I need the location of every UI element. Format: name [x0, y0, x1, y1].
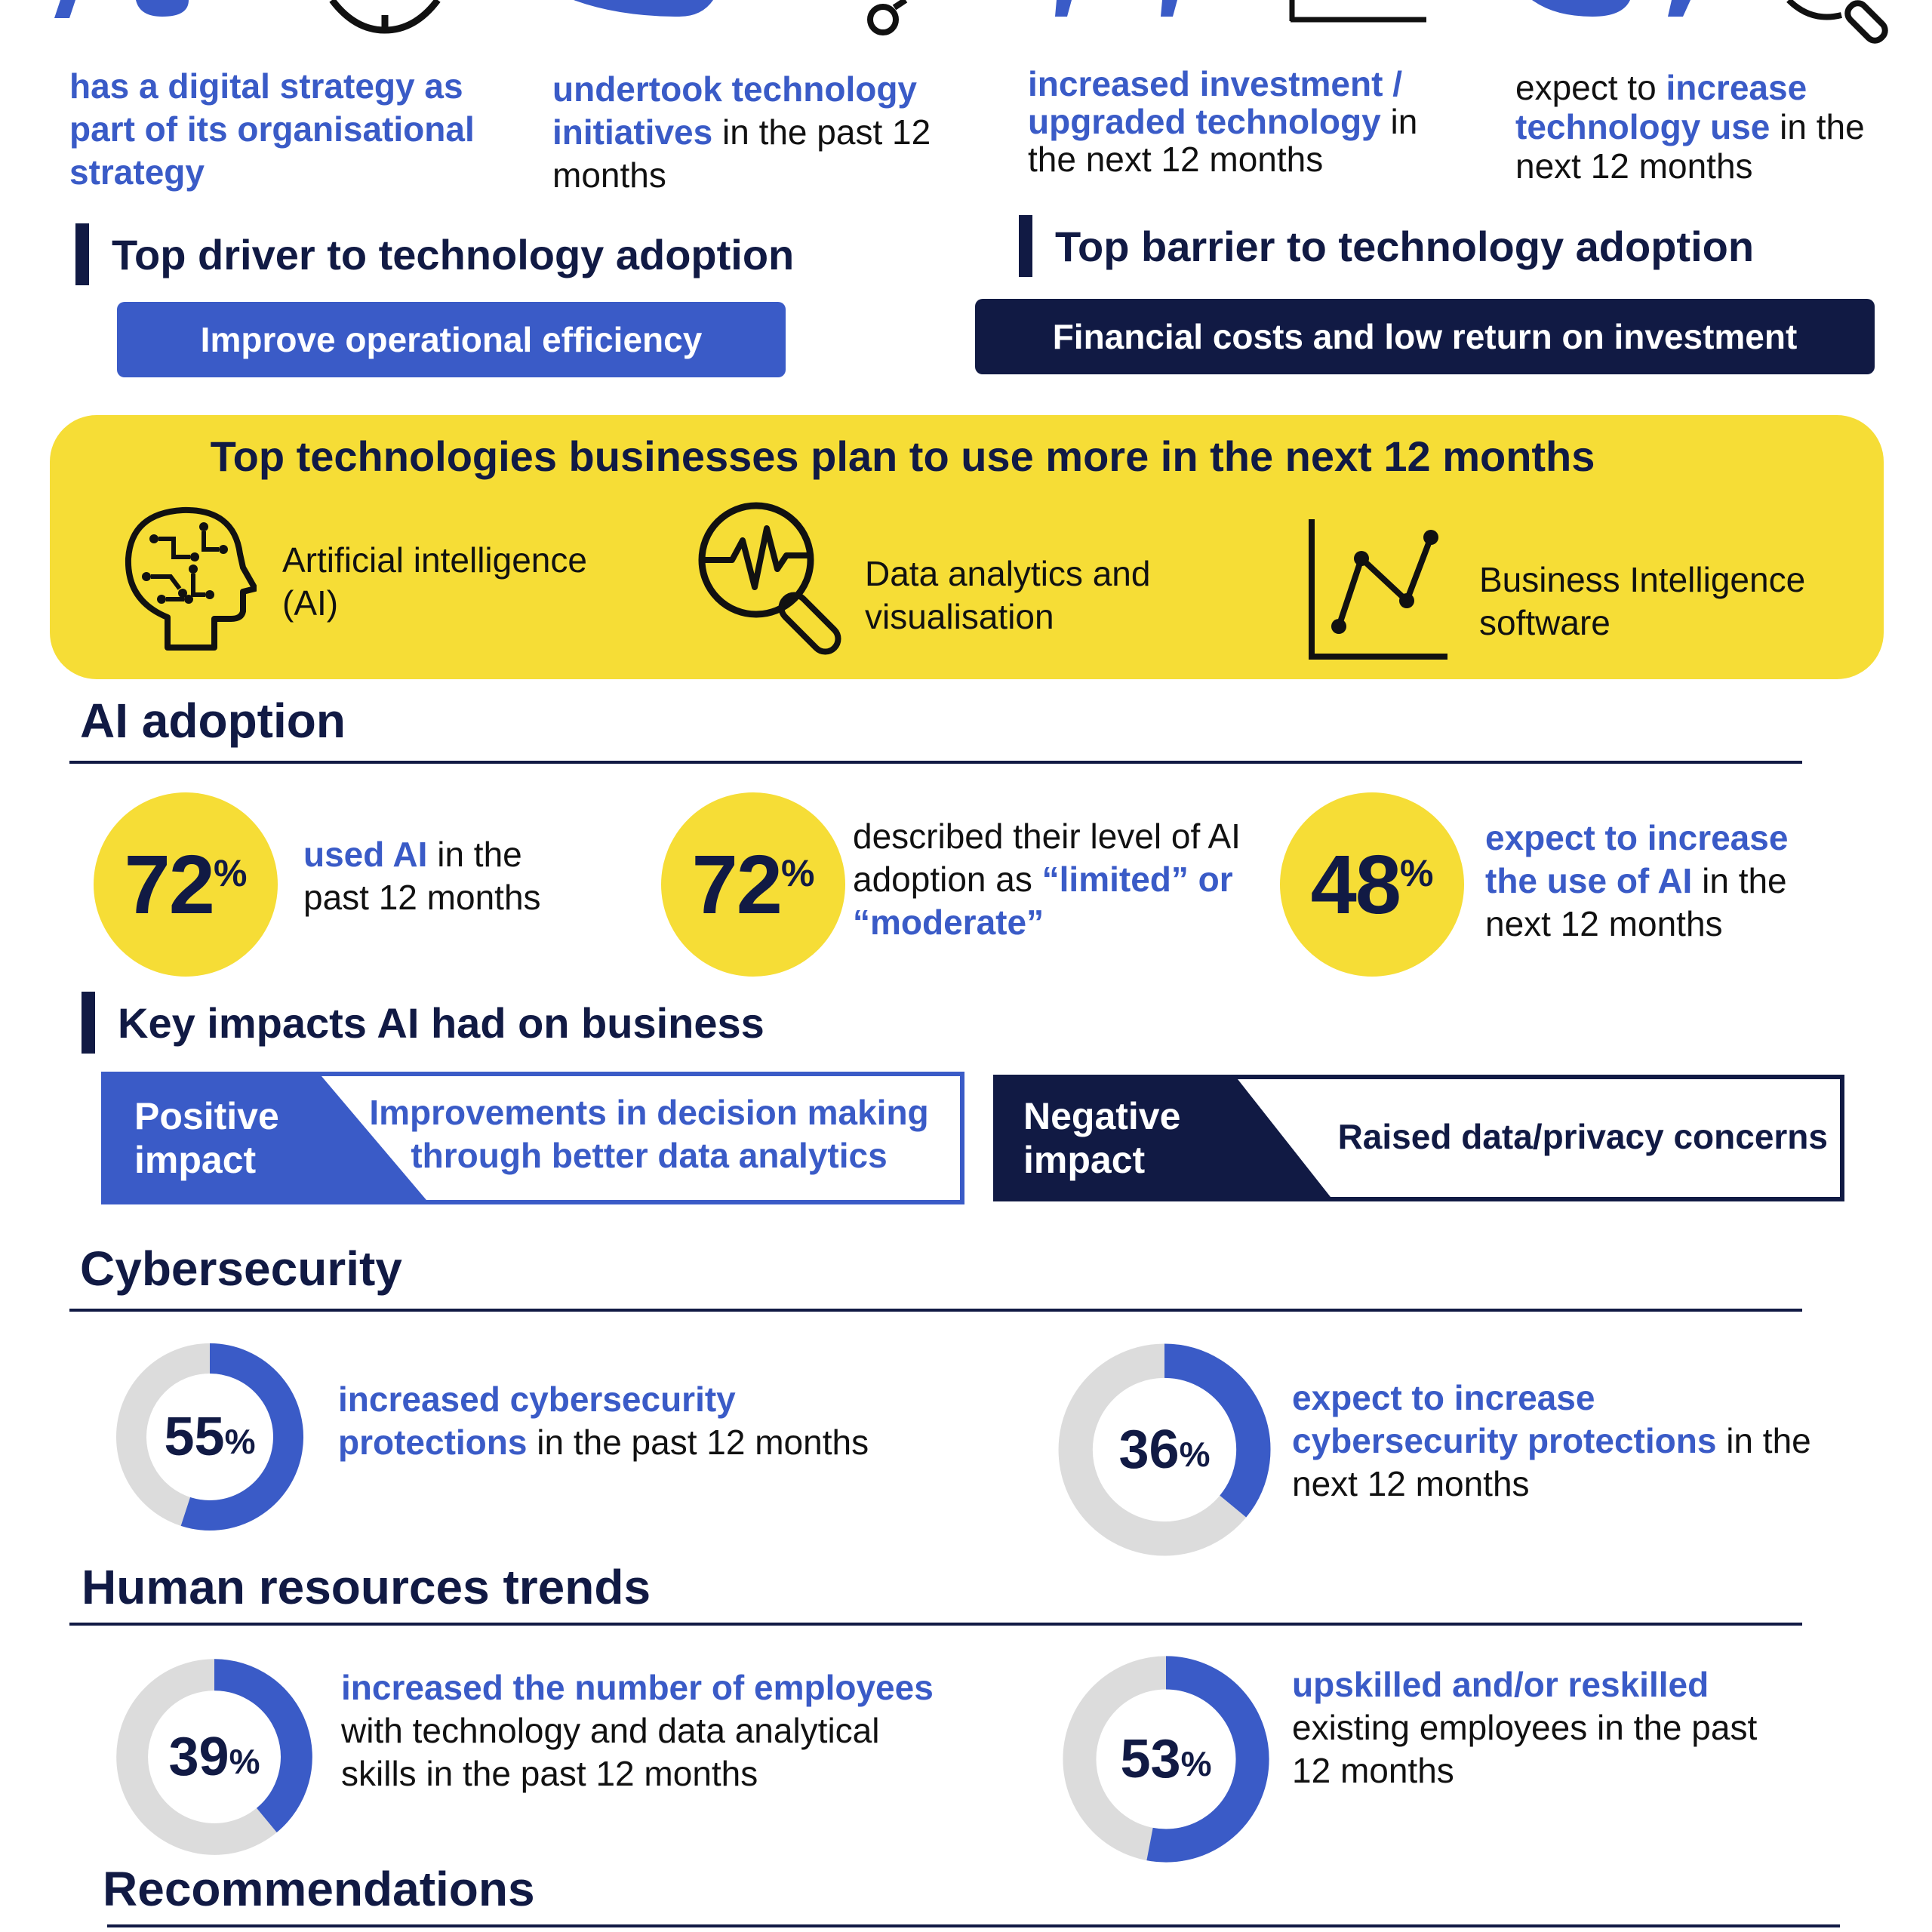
stat-highlight: increased cybersecurity protections: [338, 1380, 736, 1462]
ai-stat-number: 72: [691, 838, 781, 931]
stat-highlight: increase technology use: [1515, 68, 1807, 146]
barrier-pill: [975, 299, 1875, 374]
donut-number: 36: [1118, 1420, 1180, 1480]
ai-stat-percent: %: [1399, 852, 1434, 894]
ai-stat-circle-1: [94, 792, 278, 977]
cropped-number-glyph-3: [574, 0, 713, 17]
hr-title: Human resources trends: [82, 1560, 651, 1614]
ai-adoption-title: AI adoption: [80, 694, 346, 748]
network-node-icon: [870, 0, 906, 32]
hr-rule: [69, 1623, 1802, 1626]
stat-highlight: increased investment / upgraded technology: [1028, 64, 1402, 141]
magnifier-pulse-icon: [694, 498, 860, 657]
stat-lead: described their level of AI adoption as: [853, 817, 1241, 899]
cyber-donut-2: [1055, 1340, 1274, 1559]
ai-adoption-rule: [69, 761, 1802, 764]
stat-highlight: has a digital strategy as part of its organisational strategy: [69, 66, 475, 192]
top-stat-3: [1028, 65, 1451, 178]
ai-head-icon: [121, 504, 257, 658]
ai-stat-percent: %: [780, 852, 815, 894]
target-icon: [332, 0, 438, 33]
recommendations-title: Recommendations: [103, 1862, 535, 1916]
cyber-stat-text-2: [1292, 1377, 1820, 1506]
ai-stat-number: 48: [1310, 838, 1400, 931]
top-tech-title: Top technologies businesses plan to use more in the next 12 months: [210, 432, 1595, 480]
ai-stat-text-2: [853, 815, 1260, 944]
cyber-stat-text-1: [338, 1378, 912, 1464]
barrier-title: [1019, 215, 1754, 277]
top-stat-2: [552, 68, 945, 197]
stat-rest: in the next 12 months: [1292, 1421, 1811, 1503]
stat-rest: with technology and data analytical skills in the past 12 months: [341, 1711, 880, 1793]
top-icons-strip: [0, 0, 1932, 45]
donut-percent: %: [224, 1422, 256, 1461]
barrier-title-text: Top barrier to technology adoption: [1055, 222, 1755, 270]
title-bar: [75, 223, 89, 285]
ai-stat-circle-3: [1280, 792, 1464, 977]
tech-label-ai: Artificial intelligence (AI): [282, 540, 587, 623]
donut-percent: %: [229, 1742, 260, 1781]
driver-value: Improve operational efficiency: [200, 320, 703, 359]
impacts-title-text: Key impacts AI had on business: [118, 998, 764, 1047]
stat-highlight: expect to increase cybersecurity protections: [1292, 1378, 1717, 1460]
donut-number: 55: [164, 1407, 225, 1467]
tech-label-bi: Business Intelligence software: [1479, 560, 1806, 642]
stat-highlight: expect to increase the use of AI: [1485, 818, 1789, 900]
top-stat-1: [69, 65, 507, 194]
cropped-number-glyph: [54, 0, 75, 18]
positive-impact-text: Improvements in decision making through better data analytics: [369, 1093, 929, 1175]
cybersecurity-title: Cybersecurity: [80, 1241, 402, 1296]
ai-stat-text-1: [303, 833, 590, 919]
title-bar: [82, 992, 95, 1054]
stat-rest: existing employees in the past 12 months: [1292, 1708, 1758, 1790]
positive-impact-box: [101, 1072, 964, 1204]
stat-rest: in the next 12 months: [1485, 861, 1787, 943]
donut-label: [1055, 1340, 1274, 1559]
cybersecurity-rule: [69, 1309, 1802, 1312]
barrier-value: Financial costs and low return on investment: [1052, 317, 1798, 356]
stat-rest: in the past 12 months: [527, 1423, 869, 1462]
hr-donut-1: [113, 1656, 315, 1858]
stat-rest: in the past 12 months: [303, 835, 541, 917]
positive-impact-label: Positive impact: [134, 1095, 279, 1181]
hr-stat-text-2: [1292, 1663, 1775, 1792]
stat-highlight: upskilled and/or reskilled: [1292, 1665, 1709, 1704]
cropped-number-glyph-2: [136, 0, 189, 17]
recommendations-rule: [107, 1924, 1840, 1927]
tech-label-data: Data analytics and visualisation: [865, 554, 1151, 636]
ai-stat-percent: %: [213, 852, 248, 894]
ai-stat-text-3: [1485, 817, 1847, 946]
donut-number: 39: [168, 1727, 229, 1787]
stat-rest: in the past 12 months: [552, 112, 931, 195]
title-bar: [1019, 215, 1032, 277]
cyber-donut-1: [113, 1340, 306, 1534]
hr-donut-2: [1060, 1653, 1272, 1866]
negative-impact-label: Negative impact: [1023, 1095, 1181, 1181]
stat-rest: in the next 12 months: [1028, 102, 1418, 179]
top-stat-4: [1515, 68, 1923, 186]
cropped-icons: [0, 0, 1932, 45]
driver-pill: [117, 302, 786, 377]
hr-stat-text-1: [341, 1666, 952, 1795]
driver-title-text: Top driver to technology adoption: [112, 230, 795, 278]
donut-label: [1060, 1653, 1272, 1866]
donut-label: [113, 1656, 315, 1858]
donut-number: 53: [1120, 1729, 1181, 1789]
chart-frame-icon: [1291, 0, 1426, 21]
stat-highlight: increased the number of employees: [341, 1668, 934, 1707]
line-chart-icon: [1304, 519, 1455, 663]
driver-title: [75, 223, 794, 285]
impacts-title: [82, 992, 764, 1054]
negative-impact-text: Raised data/privacy concerns: [1337, 1117, 1828, 1156]
stat-lead: expect to: [1515, 68, 1666, 107]
ai-stat-number: 72: [124, 838, 214, 931]
stat-highlight: “limited” or “moderate”: [853, 860, 1233, 942]
magnifier-icon: [1789, 0, 1889, 45]
ai-stat-circle-2: [661, 792, 845, 977]
stat-highlight: used AI: [303, 835, 428, 874]
donut-percent: %: [1180, 1744, 1212, 1783]
stat-highlight: undertook technology initiatives: [552, 69, 917, 152]
stat-rest: in the next 12 months: [1515, 107, 1865, 186]
donut-percent: %: [1179, 1435, 1211, 1474]
donut-label: [113, 1340, 306, 1534]
negative-impact-box: [993, 1075, 1844, 1201]
